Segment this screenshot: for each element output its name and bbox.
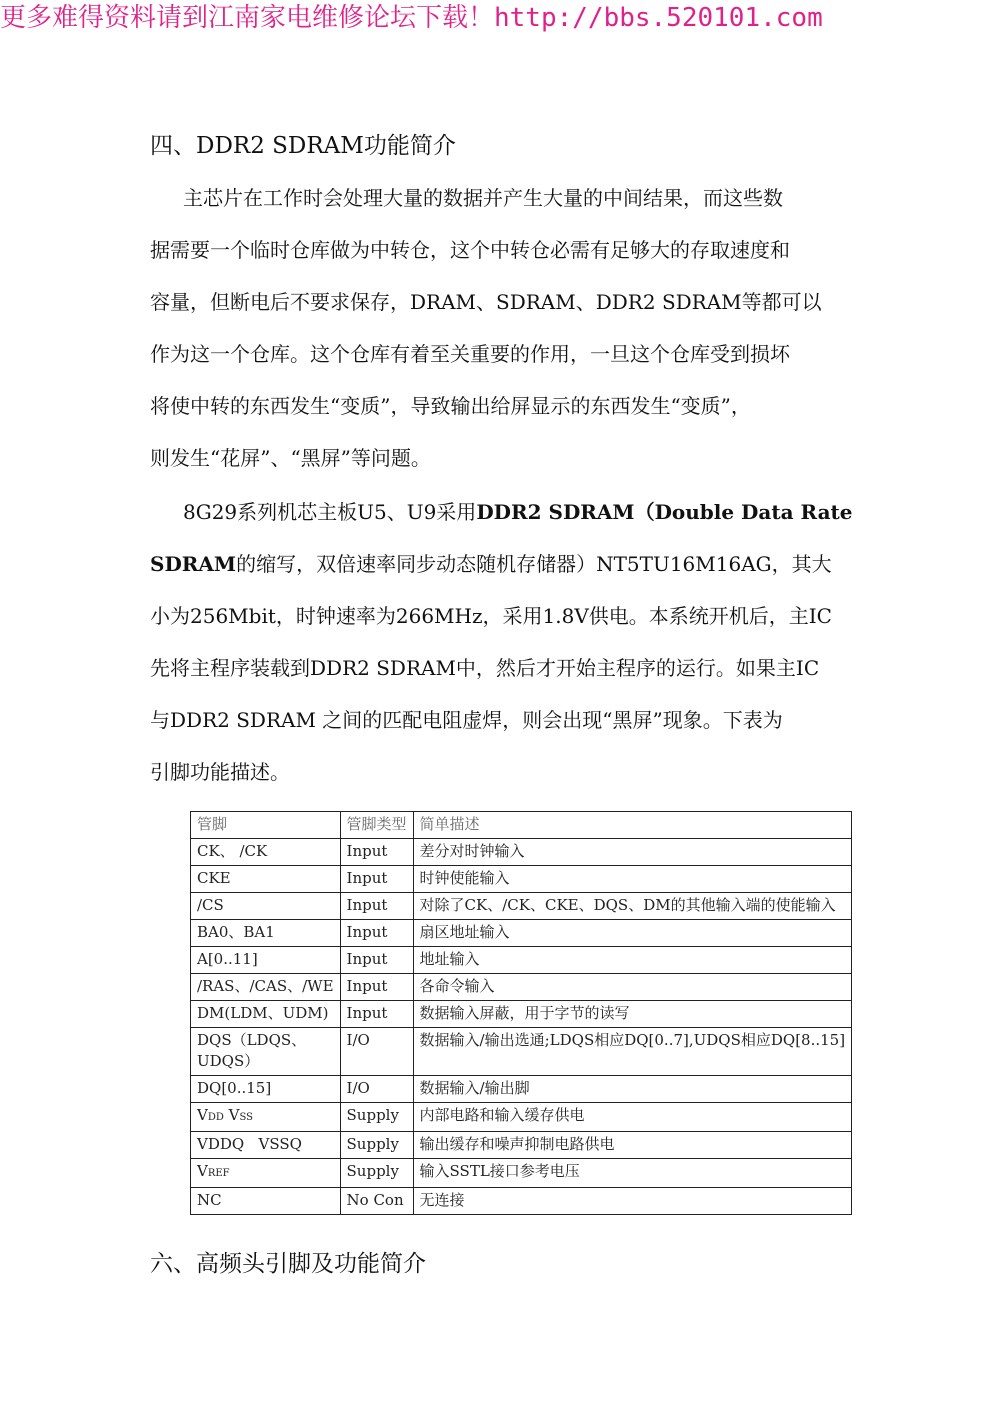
table-row [191,1159,852,1188]
paragraph-line: 与DDR2 SDRAM 之间的匹配电阻虚焊，则会出现“黑屏”现象。下表为 [150,708,783,732]
table-row [191,1076,852,1103]
table-row [191,947,852,974]
type-cell: Supply [340,1103,413,1132]
paragraph-line: 作为这一个仓库。这个仓库有着至关重要的作用，一旦这个仓库受到损坏 [150,342,790,366]
paragraph-line: 先将主程序装载到DDR2 SDRAM中，然后才开始主程序的运行。如果主IC [150,656,820,680]
description-cell: 时钟使能输入 [413,866,852,893]
paragraph-line: 引脚功能描述。 [150,760,290,784]
type-cell: Input [340,866,413,893]
pin-symbol: V [197,1106,208,1124]
description-cell: 地址输入 [413,947,852,974]
type-cell: Input [340,920,413,947]
table-row [191,1188,852,1215]
section-4-paragraph-2 [150,486,853,798]
description-cell: 数据输入/输出脚 [413,1076,852,1103]
type-cell: Supply [340,1132,413,1159]
section-6-heading: 六、高频头引脚及功能简介 [150,1251,426,1277]
pin-cell: NC [191,1188,341,1215]
pin-subscript: DD [207,1112,224,1123]
description-cell: 无连接 [413,1188,852,1215]
paragraph-line [150,538,850,590]
type-cell: Input [340,893,413,920]
pin-cell [191,1103,341,1132]
table-row [191,1001,852,1028]
header-description: 简单描述 [413,812,852,839]
download-banner: 更多难得资料请到江南家电维修论坛下载！http://bbs.520101.com [0,3,823,33]
type-cell: I/O [340,1076,413,1103]
paragraph-text: 的缩写，双倍速率同步动态随机存储器）NT5TU16M16AG，其大 [236,552,832,576]
table-row [191,866,852,893]
pin-subscript: REF [207,1168,230,1179]
paragraph-line: 将使中转的东西发生“变质”，导致输出给屏显示的东西发生“变质”， [150,394,751,418]
description-cell: 对除了CK、/CK、CKE、DQS、DM的其他输入端的使能输入 [413,893,852,920]
description-cell: 扇区地址输入 [413,920,852,947]
table-row [191,1103,852,1132]
paragraph-text: 8G29系列机芯主板U5、U9采用 [183,500,477,524]
description-cell: 数据输入/输出选通;LDQS相应DQ[0..7],UDQS相应DQ[8..15] [413,1028,852,1076]
type-cell: Supply [340,1159,413,1188]
description-cell: 差分对时钟输入 [413,839,852,866]
table-header-row [191,812,852,839]
table-row [191,1132,852,1159]
pin-subscript: SS [239,1112,254,1123]
pin-cell: BA0、BA1 [191,920,341,947]
table-row [191,974,852,1001]
type-cell: Input [340,839,413,866]
pin-cell: CKE [191,866,341,893]
type-cell: Input [340,974,413,1001]
paragraph-line: 据需要一个临时仓库做为中转仓，这个中转仓必需有足够大的存取速度和 [150,238,790,262]
pin-line: UDQS） [197,1052,260,1070]
pin-cell [191,1159,341,1188]
type-cell: Input [340,947,413,974]
description-cell: 输出缓存和噪声抑制电路供电 [413,1132,852,1159]
section-4-paragraph-1 [150,172,850,484]
paragraph-line: 容量，但断电后不要求保存，DRAM、SDRAM、DDR2 SDRAM等都可以 [150,290,822,314]
table-row [191,839,852,866]
header-type: 管脚类型 [340,812,413,839]
pin-cell: CK、 /CK [191,839,341,866]
pin-cell [191,1028,341,1076]
table-row [191,1028,852,1076]
pin-symbol: V [197,1162,208,1180]
type-cell: No Con [340,1188,413,1215]
table-row [191,920,852,947]
type-cell: I/O [340,1028,413,1076]
table-row [191,893,852,920]
paragraph-line [150,486,853,538]
description-cell: 内部电路和输入缓存供电 [413,1103,852,1132]
section-4-heading: 四、DDR2 SDRAM功能简介 [150,133,456,159]
header-pin: 管脚 [191,812,341,839]
pin-cell: /RAS、/CAS、/WE [191,974,341,1001]
paragraph-line: 小为256Mbit，时钟速率为266MHz，采用1.8V供电。本系统开机后，主IC [150,604,832,628]
description-cell: 输入SSTL接口参考电压 [413,1159,852,1188]
type-cell: Input [340,1001,413,1028]
pin-cell: A[0..11] [191,947,341,974]
paragraph-bold-text: SDRAM [150,552,237,576]
pin-symbol: V [223,1106,240,1124]
paragraph-line: 则发生“花屏”、“黑屏”等问题。 [150,446,431,470]
pin-cell: /CS [191,893,341,920]
pin-cell: VDDQ VSSQ [191,1132,341,1159]
description-cell: 各命令输入 [413,974,852,1001]
description-cell: 数据输入屏蔽，用于字节的读写 [413,1001,852,1028]
pin-line: DQS（LDQS、 [197,1031,307,1049]
paragraph-bold-text: DDR2 SDRAM（Double Data Rate [476,500,853,524]
pin-function-table [190,811,852,1215]
pin-cell: DM(LDM、UDM) [191,1001,341,1028]
pin-cell: DQ[0..15] [191,1076,341,1103]
paragraph-line: 主芯片在工作时会处理大量的数据并产生大量的中间结果，而这些数 [183,186,783,210]
